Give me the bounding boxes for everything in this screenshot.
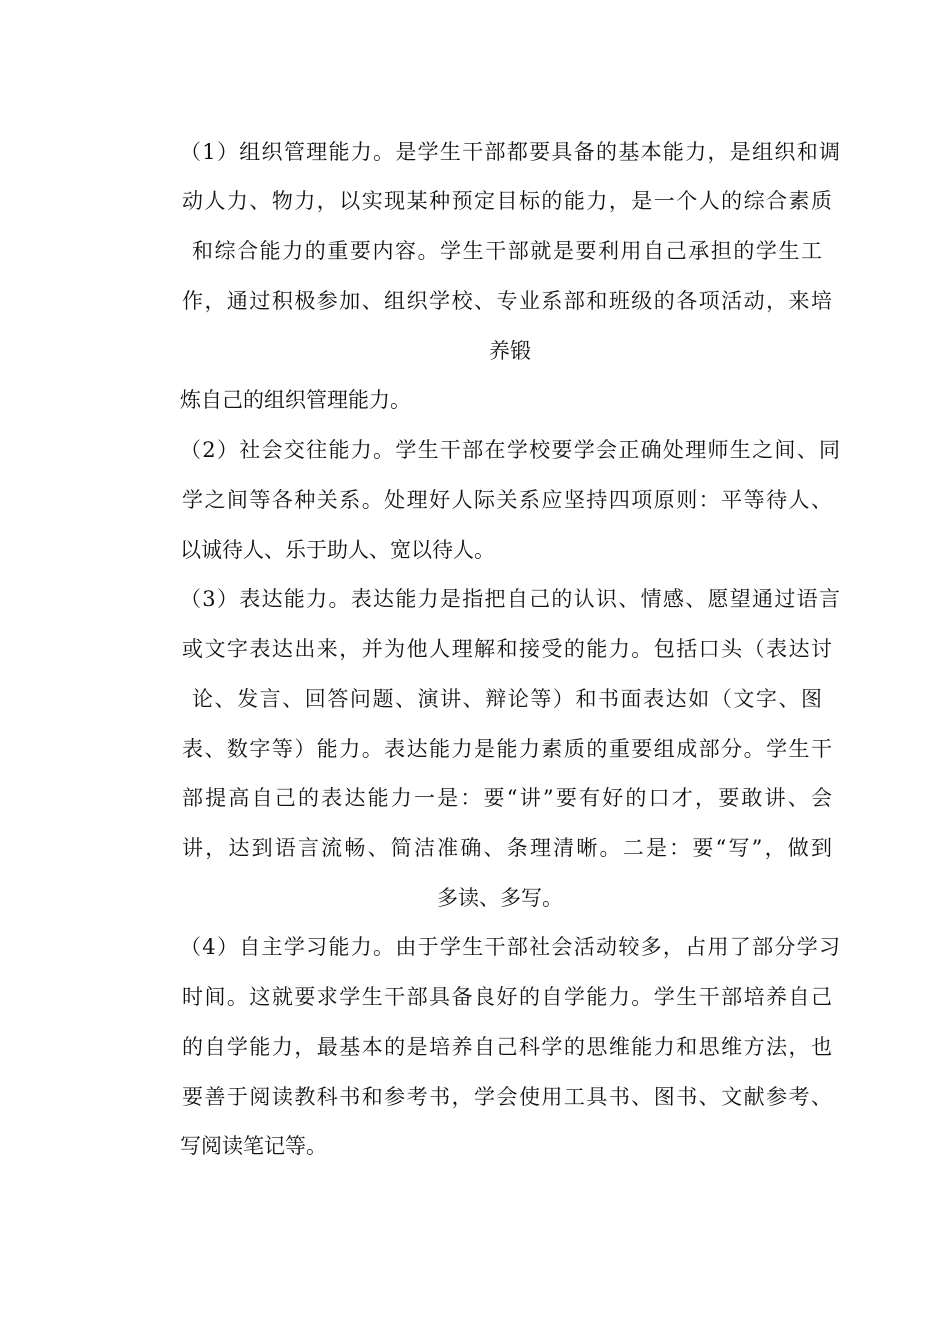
text-line: 讲，达到语言流畅、简洁准确、条理清晰。二是：要“写”，做到 <box>182 836 832 860</box>
text-line: 作，通过积极参加、组织学校、专业系部和班级的各项活动，来培 <box>182 289 832 313</box>
text-line: 养锻 <box>489 339 531 363</box>
text-line: 多读、多写。 <box>437 886 563 910</box>
text-line: 学之间等各种关系。处理好人际关系应坚持四项原则：平等待人、 <box>182 488 832 512</box>
text-line: （3）表达能力。表达能力是指把自己的认识、情感、愿望通过语言 <box>180 587 840 611</box>
text-line: 表、数字等）能力。表达能力是能力素质的重要组成部分。学生干 <box>182 737 832 761</box>
text-line: 以诚待人、乐于助人、宽以待人。 <box>180 538 495 562</box>
text-line: （4）自主学习能力。由于学生干部社会活动较多，占用了部分学习 <box>180 935 840 959</box>
text-line: 写阅读笔记等。 <box>180 1134 327 1158</box>
text-line: （1）组织管理能力。是学生干部都要具备的基本能力，是组织和调 <box>180 140 840 164</box>
text-line: （2）社会交往能力。学生干部在学校要学会正确处理师生之间、同 <box>180 438 840 462</box>
text-line: 论、发言、回答问题、演讲、辩论等）和书面表达如（文字、图 <box>192 687 822 711</box>
text-line: 或文字表达出来，并为他人理解和接受的能力。包括口头（表达讨 <box>182 637 832 661</box>
text-line: 时间。这就要求学生干部具备良好的自学能力。学生干部培养自己 <box>182 985 832 1009</box>
text-line: 的自学能力，最基本的是培养自己科学的思维能力和思维方法，也 <box>182 1035 832 1059</box>
text-line: 动人力、物力，以实现某种预定目标的能力，是一个人的综合素质 <box>182 189 832 213</box>
text-line: 和综合能力的重要内容。学生干部就是要利用自己承担的学生工 <box>192 239 822 263</box>
text-line: 要善于阅读教科书和参考书，学会使用工具书、图书、文献参考、 <box>182 1085 832 1109</box>
text-line: 部提高自己的表达能力一是：要“讲”要有好的口才，要敢讲、会 <box>182 786 832 810</box>
text-line: 炼自己的组织管理能力。 <box>180 388 411 412</box>
